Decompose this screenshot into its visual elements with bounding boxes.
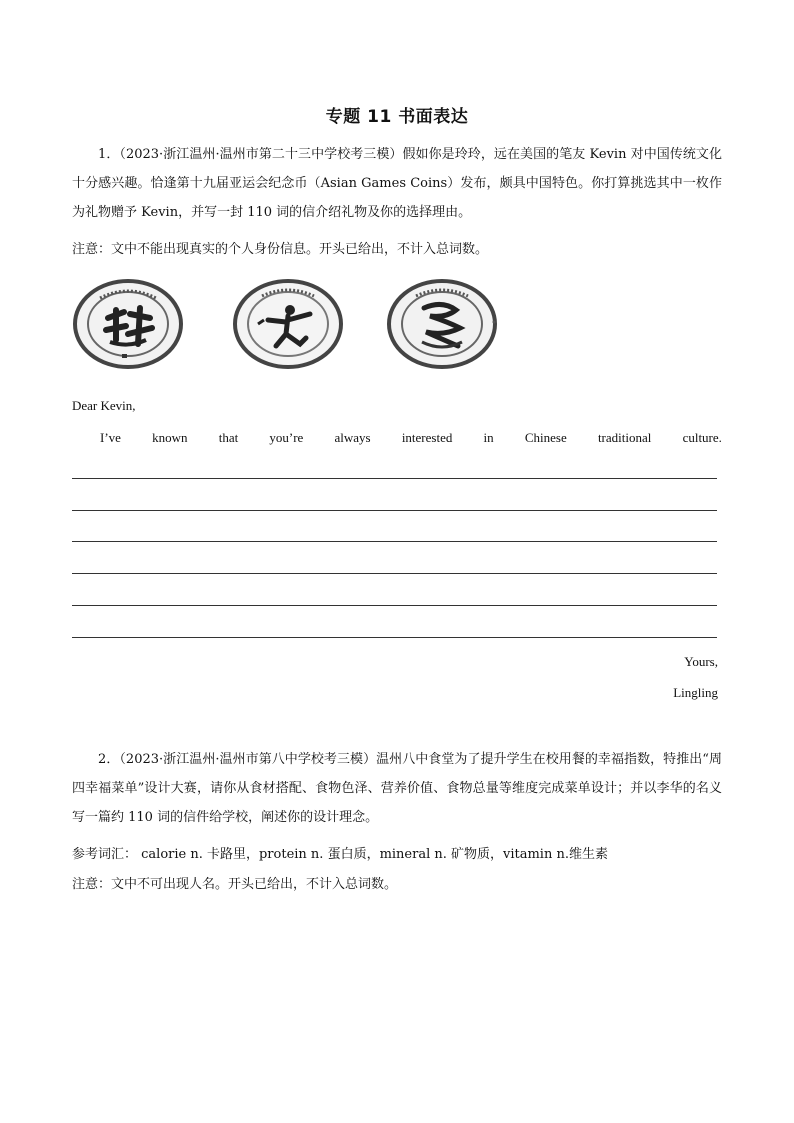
opening-word: known [152, 430, 188, 445]
question-1-note: 注意：文中不能出现真实的个人身份信息。开头已给出，不计入总词数。 [72, 242, 489, 257]
letter-closing: Yours, [684, 654, 718, 669]
question-2-text: （2023·浙江温州·温州市第八中学校考三模）温州八中食堂为了提升学生在校用餐的幸福指数，特推出“周四幸福菜单”设计大赛，请你从食材搭配、食物色泽、营养价值、食物总量等维度完成菜单设计；并以李华的名义写一篇约 110 词的信件给学校，阐述你的设计理念。 [72, 752, 722, 825]
letter-signature: Lingling [673, 685, 718, 700]
writing-line[interactable] [72, 573, 717, 574]
page-title: 专题 11 书面表达 [325, 107, 469, 127]
opening-word: culture. [682, 430, 722, 445]
question-2-prompt [72, 745, 722, 832]
opening-word: in [483, 430, 494, 445]
calligraphy-coin-icon [72, 278, 184, 370]
kungfu-figure-coin-icon [232, 278, 344, 370]
opening-word: you’re [269, 430, 304, 445]
question-2-vocab: 参考词汇： calorie n. 卡路里，protein n. 蛋白质，mineral n. 矿物质，vitamin n.维生素 [72, 847, 608, 862]
question-1-text: （2023·浙江温州·温州市第二十三中学校考三模）假如你是玲玲，远在美国的笔友 Kevin 对中国传统文化十分感兴趣。恰逢第十九届亚运会纪念币（Asian Games Coins）发布，颇具中国特色。你打算挑选其中一枚作为礼物赠予 Kevin，并写一封 110 词的信介绍礼物及你的选择理由。 [72, 147, 722, 220]
writing-line[interactable] [72, 478, 717, 479]
opening-word: always [334, 430, 371, 445]
opening-word: I’ve [100, 430, 121, 445]
writing-line[interactable] [72, 541, 717, 542]
letter-opening-sentence [100, 430, 722, 446]
opening-word: interested [401, 430, 453, 445]
question-1-prompt [72, 140, 722, 227]
question-1-number: 1． [98, 147, 120, 162]
coin-images [72, 278, 512, 373]
writing-line[interactable] [72, 510, 717, 511]
dragon-coin-icon [386, 278, 498, 370]
question-2-note: 注意：文中不可出现人名。开头已给出，不计入总词数。 [72, 877, 398, 892]
question-2-number: 2． [98, 752, 120, 767]
opening-word: traditional [597, 430, 652, 445]
writing-line[interactable] [72, 637, 717, 638]
opening-word: Chinese [524, 430, 567, 445]
writing-line[interactable] [72, 605, 717, 606]
opening-word: that [218, 430, 239, 445]
letter-greeting: Dear Kevin, [72, 398, 136, 413]
